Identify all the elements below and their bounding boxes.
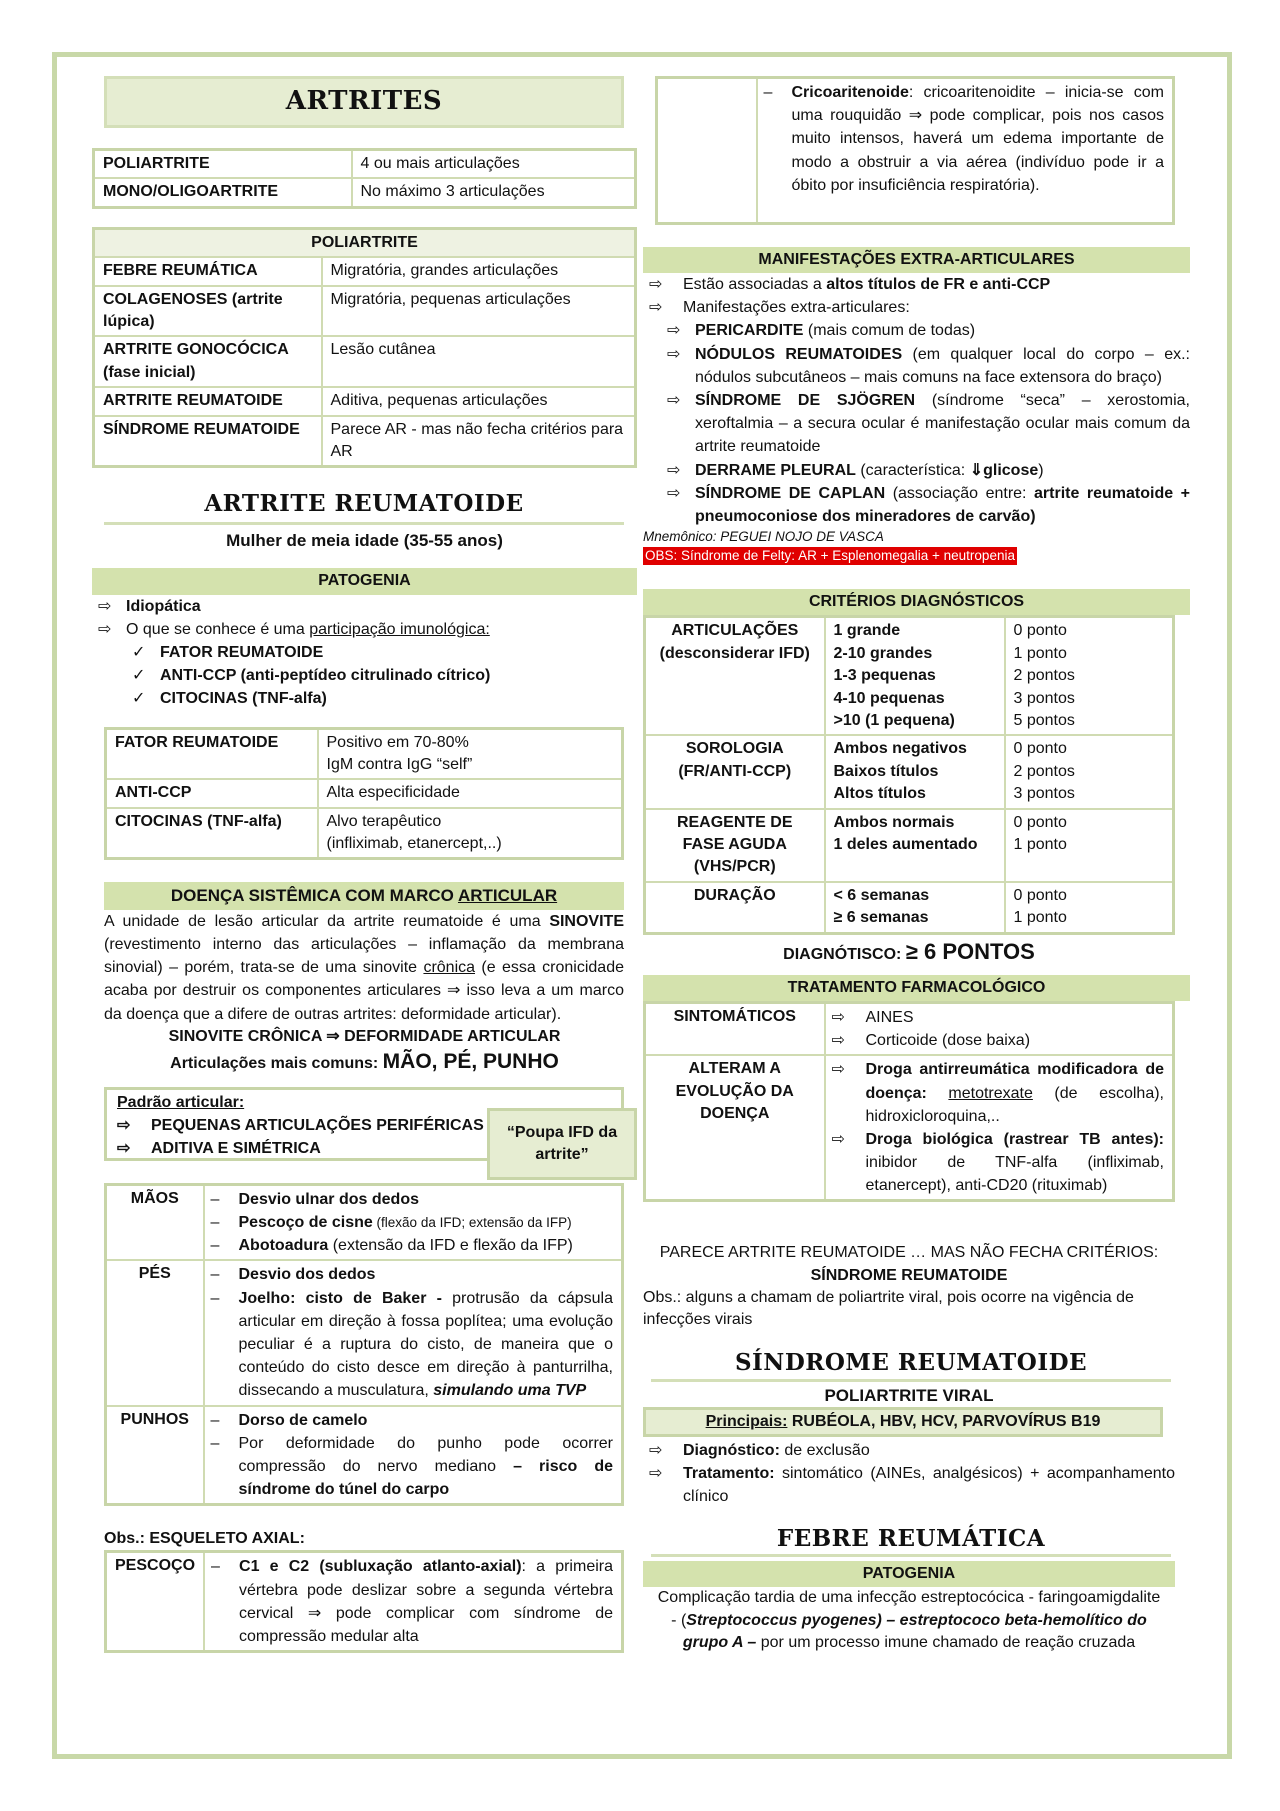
list-item: ✓ CITOCINAS (TNF-alfa) [92, 687, 637, 710]
table-row: MONO/OLIGOARTRITE No máximo 3 articulações [94, 178, 636, 207]
poupa-callout: “Poupa IFD da artrite” [487, 1108, 637, 1180]
table-row: POLIARTRITE 4 ou mais articulações [94, 150, 636, 179]
crico-table [655, 76, 1175, 225]
list-item: – Pescoço de cisne (flexão da IFD; extensão da IFP) [210, 1214, 572, 1232]
table-row: PÉS – Desvio dos dedos – Joelho: cisto de Baker - protrusão da cápsula articular em direção à fossa poplítea; uma evolução peculiar é a ruptura do cisto, de maneira que o conteúdo do cisto desce em direção à panturrilha, dissecando a musculatura, simulando uma TVP [106, 1260, 623, 1405]
table-row: MÃOS – Desvio ulnar dos dedos – Pescoço de cisne (flexão da IFD; extensão da IFP) – Abotoadura (extensão da IFD e flexão da IFP) [106, 1184, 623, 1260]
crit-header: CRITÉRIOS DIAGNÓSTICOS [643, 589, 1190, 615]
list-item: ✓ FATOR REUMATOIDE [92, 641, 637, 664]
table-row: ARTRITE GONOCÓCICA (fase inicial) Lesão cutânea [94, 336, 636, 387]
list-item: ⇨ AINES [831, 1008, 914, 1026]
markers-table [104, 727, 624, 861]
check-icon: ✓ [132, 643, 146, 661]
page-title: ARTRITES [285, 86, 443, 117]
fr-title-box [651, 1523, 1171, 1558]
table-row: FEBRE REUMÁTICA Migratória, grandes articulações [94, 257, 636, 285]
table-row: CITOCINAS (TNF-alfa) Alvo terapêutico (infliximab, etanercept,..) [106, 808, 623, 859]
list-item: ⇨ Diagnóstico: de exclusão [649, 1442, 870, 1460]
table-row: SOROLOGIA (FR/ANTI-CCP) Ambos negativos Baixos títulos Altos títulos 0 ponto 2 pontos 3 pontos [645, 735, 1174, 808]
right-column [643, 76, 1190, 1654]
ar-title-box [104, 488, 624, 525]
list-item: – Cricoaritenoide: cricoaritenoidite – inicia-se com uma rouquidão ⇒ pode complicar, pois nos casos muito intensos, haverá um edema importante de modo a obstruir a via aérea (indivíduo pode ir a óbito por insuficiência respiratória). [763, 84, 1164, 194]
list-item: ⇨ O que se conhece é uma participação imunológica: [98, 620, 490, 638]
table-row: DURAÇÃO < 6 semanas ≥ 6 semanas 0 ponto 1 ponto [645, 882, 1174, 933]
trat-header: TRATAMENTO FARMACOLÓGICO [643, 975, 1190, 1001]
ar-subtitle: Mulher de meia idade (35-55 anos) [226, 531, 503, 551]
diagnostico: DIAGNÓTISCO: ≥ 6 PONTOS [783, 938, 1035, 964]
mnemonic: Mnemônico: PEGUEI NOJO DE VASCA [643, 529, 884, 545]
title-box [104, 76, 624, 128]
list-item: – C1 e C2 (subluxação atlanto-axial): a primeira vértebra pode deslizar sobre a segunda vértebra cervical ⇒ pode complicar com síndrome de compressão medular alta [211, 1558, 613, 1645]
list-item: ⇨ DERRAME PLEURAL (característica: ⇓glicose) [667, 461, 1044, 479]
sr-principais: Principais: RUBÉOLA, HBV, HCV, PARVOVÍRUS B19 [643, 1407, 1163, 1437]
list-item: ⇨ SÍNDROME DE SJÖGREN (síndrome “seca” – xerostomia, xeroftalmia – a secura ocular é manifestação ocular mais comum da artrite reumatoide [667, 392, 1190, 456]
fr-title: FEBRE REUMÁTICA [776, 1524, 1046, 1552]
poliartrite-table: POLIARTRITE FEBRE REUMÁTICA Migratória, grandes articulações COLAGENOSES (artrite lúpica) Migratória, pequenas articulações ARTRITE GONOCÓCICA (fase inicial) Lesão cutânea ARTRITE REUMATOIDE Aditiva, pequenas articulações SÍNDROME REUMATOIDE Parece AR - mas não fecha critérios para AR [92, 227, 637, 469]
deformities-table [104, 1183, 624, 1506]
table-row [657, 78, 1174, 224]
list-item: ⇨ PERICARDITE (mais comum de todas) [667, 322, 976, 340]
sr-title-box [651, 1347, 1171, 1382]
check-icon: ✓ [132, 690, 146, 708]
extra-header: MANIFESTAÇÕES EXTRA-ARTICULARES [643, 247, 1190, 273]
list-item: ⇨ ADITIVA E SIMÉTRICA [117, 1140, 321, 1158]
patogenia-header: PATOGENIA [92, 568, 637, 594]
padrao-box: Padrão articular: ⇨ PEQUENAS ARTICULAÇÕES PERIFÉRICAS ⇨ ADITIVA E SIMÉTRICA “Poupa IFD da artrite” [104, 1087, 624, 1161]
table-row: ARTRITE REUMATOIDE Aditiva, pequenas articulações [94, 387, 636, 415]
sr-subtitle: POLIARTRITE VIRAL [824, 1385, 994, 1405]
list-item: – Joelho: cisto de Baker - protrusão da cápsula articular em direção à fossa poplítea; uma evolução peculiar é a ruptura do cisto, de maneira que o conteúdo do cisto desce em direção à panturrilha, dissecando a musculatura, simulando uma TVP [210, 1289, 613, 1400]
list-item: ⇨ Idiopática [98, 597, 201, 615]
axial-label: Obs.: ESQUELETO AXIAL: [104, 1530, 305, 1548]
ds-paragraph: A unidade de lesão articular da artrite reumatoide é uma SINOVITE (revestimento interno das articulações – inflamação da membrana sinovial) – porém, trata-se de uma sinovite crônica (e essa cronicidade acaba por destruir os componentes articulares ⇒ isso leva a um marco da doença que a difere de outras artrites: deformidade articular). [104, 912, 624, 1023]
list-item: – Por deformidade do punho pode ocorrer compressão do nervo mediano – risco de síndrome do túnel do carpo [210, 1434, 614, 1499]
table-row: ALTERAM A EVOLUÇÃO DA DOENÇA ⇨ Droga antirreumática modificadora de doença: metotrexate (de escolha), hidroxicloroquina,.. ⇨ Droga biológica (rastrear TB antes): inibidor de TNF-alfa (infliximab, etanercept), anti-CD20 (rituximab) [645, 1055, 1174, 1201]
list-item: – Abotoadura (extensão da IFD e flexão da IFP) [210, 1237, 573, 1255]
parece-line1: PARECE ARTRITE REUMATOIDE … MAS NÃO FECHA CRITÉRIOS: [659, 1244, 1159, 1262]
list-item: – Desvio dos dedos [210, 1266, 376, 1284]
ar-title: ARTRITE REUMATOIDE [204, 490, 524, 518]
list-item: – Desvio ulnar dos dedos [210, 1190, 419, 1208]
list-item: ⇨ Corticoide (dose baixa) [831, 1032, 1031, 1050]
list-item: ⇨ Droga biológica (rastrear TB antes): inibidor de TNF-alfa (infliximab, etanercept), anti-CD20 (rituximab) [831, 1130, 1164, 1195]
criteria-table [643, 615, 1175, 934]
sr-title: SÍNDROME REUMATOIDE [734, 1348, 1088, 1376]
table-row: FATOR REUMATOIDE Positivo em 70-80% IgM contra IgG “self” [106, 728, 623, 779]
list-item: ⇨ PEQUENAS ARTICULAÇÕES PERIFÉRICAS [117, 1116, 484, 1134]
ds-header: DOENÇA SISTÊMICA COM MARCO ARTICULAR [104, 882, 624, 909]
fr-patogenia-header: PATOGENIA [643, 1561, 1175, 1587]
table-row: ARTICULAÇÕES (desconsiderar IFD) 1 grande 2-10 grandes 1-3 pequenas 4-10 pequenas >10 (1 pequena) 0 ponto 1 ponto 2 pontos 3 pontos 5 pontos [645, 617, 1174, 735]
ds-line2: Articulações mais comuns: MÃO, PÉ, PUNHO [170, 1049, 559, 1073]
table-row: PUNHOS – Dorso de camelo – Por deformidade do punho pode ocorrer compressão do nervo mediano – risco de síndrome do túnel do carpo [106, 1406, 623, 1505]
parece-line2: SÍNDROME REUMATOIDE [810, 1266, 1008, 1284]
list-item: ⇨ Manifestações extra-articulares: [649, 299, 910, 317]
treatment-table [643, 1001, 1175, 1203]
table-row: SÍNDROME REUMATOIDE Parece AR - mas não fecha critérios para AR [94, 416, 636, 467]
types-table [92, 148, 637, 209]
fr-paragraph: Complicação tardia de uma infecção estreptocócica - faringoamigdalite - (Streptococcus pyogenes) – estreptococo beta-hemolítico do grupo A – por um processo imune chamado de reação cruzada [657, 1589, 1161, 1651]
table-row: REAGENTE DE FASE AGUDA (VHS/PCR) Ambos normais 1 deles aumentado 0 ponto 1 ponto [645, 809, 1174, 882]
table-row: SINTOMÁTICOS ⇨ AINES ⇨ Corticoide (dose baixa) [645, 1002, 1174, 1055]
ds-line1: SINOVITE CRÔNICA ⇒ DEFORMIDADE ARTICULAR [168, 1027, 561, 1045]
list-item: ⇨ SÍNDROME DE CAPLAN (associação entre: artrite reumatoide + pneumoconiose dos mineradores de carvão) [667, 484, 1191, 525]
list-item: ⇨ Estão associadas a altos títulos de FR e anti-CCP [649, 276, 1051, 294]
left-column [92, 76, 637, 1653]
check-icon: ✓ [132, 667, 146, 685]
list-item: ⇨ Tratamento: sintomático (AINEs, analgésicos) + acompanhamento clínico [649, 1465, 1175, 1506]
table-row: COLAGENOSES (artrite lúpica) Migratória, pequenas articulações [94, 286, 636, 337]
table-row: ANTI-CCP Alta especificidade [106, 779, 623, 807]
obs-felty: OBS: Síndrome de Felty: AR + Esplenomegalia + neutropenia [643, 547, 1190, 566]
list-item: ⇨ Droga antirreumática modificadora de doença: metotrexate (de escolha), hidroxicloroquina,.. [831, 1061, 1164, 1125]
axial-table [104, 1550, 624, 1653]
parece-obs: Obs.: alguns a chamam de poliartrite viral, pois ocorre na vigência de infecções virais [643, 1288, 1134, 1328]
list-item: ✓ ANTI-CCP (anti-peptídeo citrulinado cítrico) [92, 664, 637, 687]
list-item: ⇨ NÓDULOS REUMATOIDES (em qualquer local do corpo – ex.: nódulos subcutâneos – mais comuns na face extensora do braço) [667, 345, 1190, 386]
list-item: – Dorso de camelo [210, 1411, 368, 1429]
table-row: PESCOÇO – C1 e C2 (subluxação atlanto-axial): a primeira vértebra pode deslizar sobre a segunda vértebra cervical ⇒ pode complicar com síndrome de compressão medular alta [106, 1552, 623, 1652]
